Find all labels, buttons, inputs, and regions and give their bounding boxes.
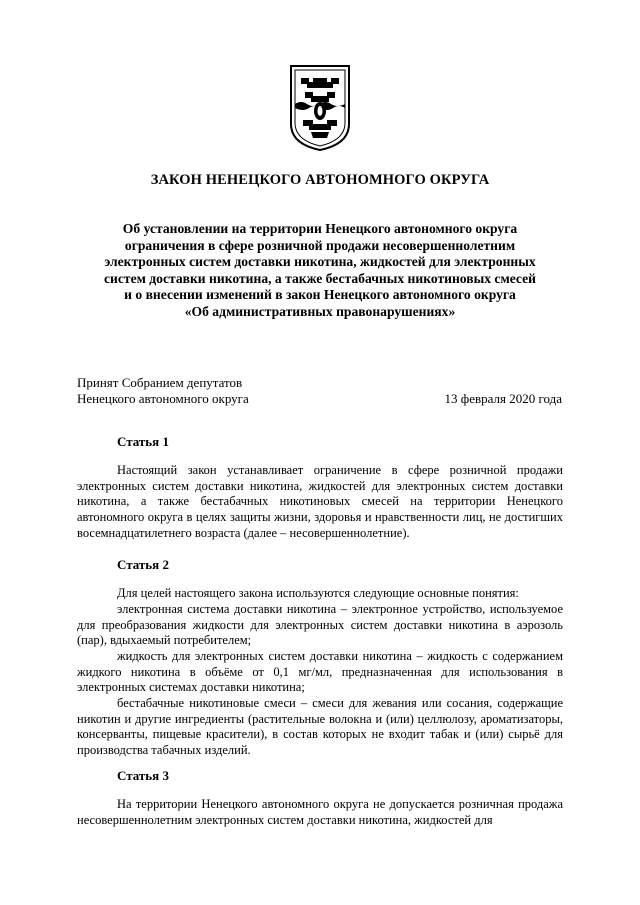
coat-of-arms-emblem [289,64,351,152]
subtitle-line: и о внесении изменений в закон Ненецкого автономного округа [124,287,516,303]
law-subtitle [68,221,572,321]
article-title: Статья 3 [117,768,169,783]
adoption-line: Принят Собранием депутатов [77,375,243,390]
subtitle-line: систем доставки никотина, а также бестабачных никотиновых смесей [104,270,536,286]
article-paragraph: На территории Ненецкого автономного округа не допускается розничная продажа несовершеннолетним электронных систем доставки никотина, жидкостей для [77,797,563,827]
adoption-date: 13 февраля 2020 года [444,391,562,406]
article-paragraph: Настоящий закон устанавливает ограничение в сфере розничной продажи электронных систем доставки никотина, жидкостей для электронных систем доставки никотина, а также бестабачных никотиновых смесей на территории Ненецкого автономного округа в целях защиты жизни, здоровья и нравственности лиц, не достигших восемнадцатилетнего возраста (далее – несовершеннолетние). [77,463,563,540]
subtitle-line: Об установлении на территории Ненецкого автономного округа [122,221,518,236]
article-paragraph: бестабачные никотиновые смеси – смеси для жевания или сосания, содержащие никотин и другие ингредиенты (растительные волокна и (или) целлюлозу, ароматизаторы, консерванты, пищевые красители), в состав которых не входит табак и (или) сырьё для производства табачных изделий. [77,696,563,758]
article-paragraph: жидкость для электронных систем доставки никотина – жидкость с содержанием жидкого никотина в объёме от 0,1 мг/мл, предназначенная для использования в электронных системах доставки никотина; [77,649,563,695]
article-title: Статья 1 [117,434,169,449]
adoption-line: Ненецкого автономного округа [77,391,249,406]
article-paragraph: Для целей настоящего закона используются следующие основные понятия: [117,586,519,600]
article-paragraph: электронная система доставки никотина – электронное устройство, используемое для преобразования жидкости для электронных систем доставки никотина в аэрозоль (пар), вдыхаемый потребителем; [77,602,563,648]
subtitle-line: «Об административных правонарушениях» [184,303,456,319]
subtitle-line: электронных систем доставки никотина, жидкостей для электронных [104,254,536,270]
article-title: Статья 2 [117,557,169,572]
subtitle-line: ограничения в сфере розничной продажи несовершеннолетним [124,237,516,253]
adoption-info [77,375,249,407]
law-title: ЗАКОН НЕНЕЦКОГО АВТОНОМНОГО ОКРУГА [150,172,490,188]
